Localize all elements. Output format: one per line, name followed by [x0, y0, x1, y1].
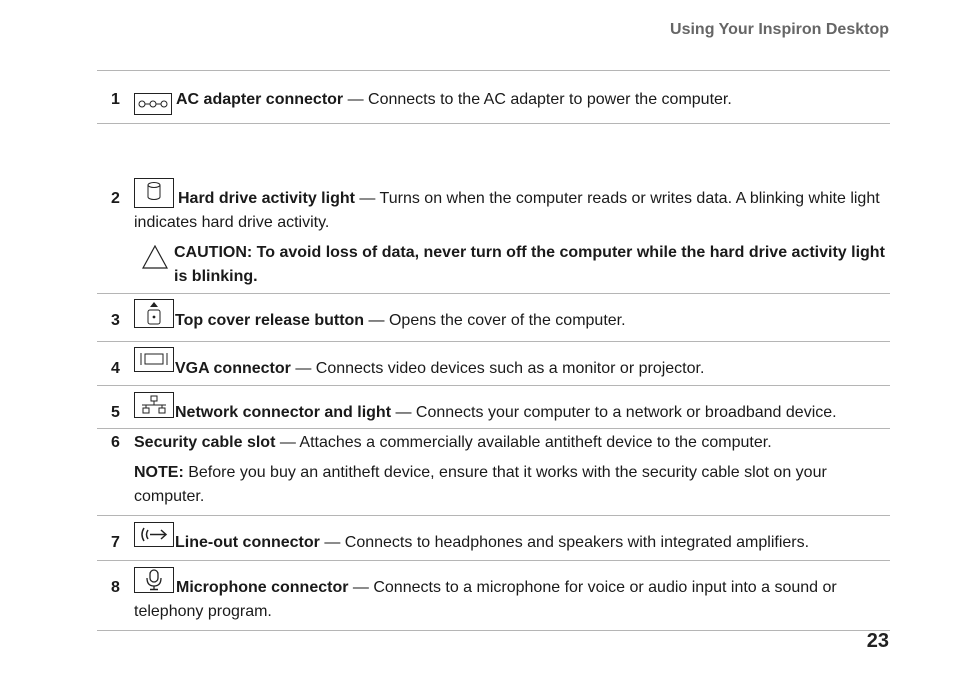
- item-title: Hard drive activity light: [178, 190, 355, 207]
- item-description: Connects video devices such as a monitor or projector.: [315, 360, 705, 377]
- connector-list: [97, 70, 890, 631]
- item-title: Security cable slot: [134, 434, 276, 451]
- microphone-icon: [134, 567, 174, 593]
- list-item: 7 Line-out connector — Connects to headphones and speakers with integrated amplifiers.: [97, 515, 890, 560]
- list-item: 8 Microphone connector — Connects to a microphone for voice or audio input into a sound or telephony program.: [97, 560, 890, 631]
- item-title: Top cover release button: [175, 312, 365, 329]
- list-item: 1 AC adapter connector — Connects to the AC adapter to power the computer.: [97, 70, 890, 123]
- note: [134, 461, 890, 509]
- item-description: Opens the cover of the computer.: [388, 312, 626, 329]
- item-title: VGA connector: [175, 360, 291, 377]
- running-header: Using Your Inspiron Desktop: [670, 21, 889, 38]
- list-item: 6 Security cable slot — Attaches a commercially available antitheft device to the computer. NOTE: Before you buy an antitheft device, ensure that it works with the security cable slot on your computer.: [97, 428, 890, 515]
- line-out-icon: [134, 522, 174, 547]
- note-text: Before you buy an antitheft device, ensure that it works with the security cable slot on your computer.: [134, 464, 827, 505]
- network-icon: [134, 392, 174, 418]
- item-description: Turns on when the computer reads or writes data. A blinking white light indicates hard drive activity.: [134, 190, 880, 231]
- note-label: NOTE:: [134, 464, 184, 481]
- page-number: 23: [866, 630, 889, 652]
- list-item: 4 VGA connector — Connects video devices such as a monitor or projector.: [97, 341, 890, 385]
- caution-note: [136, 241, 890, 289]
- item-description: Connects to the AC adapter to power the computer.: [368, 91, 732, 108]
- item-description: Connects to headphones and speakers with integrated amplifiers.: [344, 534, 810, 551]
- item-description: Connects your computer to a network or broadband device.: [415, 404, 837, 421]
- caution-icon: [142, 245, 168, 269]
- item-number: 3: [111, 312, 120, 329]
- list-item: 2 Hard drive activity light — Turns on when the computer reads or writes data. A blinking white light indicates hard drive activity. CAUTION: To avoid loss of data, never turn off the computer while the hard drive activity light is blinking.: [97, 123, 890, 293]
- item-number: 8: [111, 579, 120, 596]
- item-number: 6: [111, 434, 120, 451]
- cover-release-icon: [134, 299, 174, 328]
- list-item: 3 Top cover release button — Opens the cover of the computer.: [97, 293, 890, 341]
- item-title: Line-out connector: [175, 534, 320, 551]
- hard-drive-icon: [134, 178, 174, 208]
- item-title: Network connector and light: [175, 404, 392, 421]
- item-number: 1: [111, 91, 120, 108]
- item-number: 2: [111, 190, 120, 207]
- item-title: Microphone connector: [176, 579, 349, 596]
- list-item: 5 Network connector and light — Connects your computer to a network or broadband device.: [97, 385, 890, 428]
- item-description: Connects to a microphone for voice or audio input into a sound or telephony program.: [134, 579, 837, 620]
- caution-text: CAUTION: To avoid loss of data, never turn off the computer while the hard drive activity light is blinking.: [174, 244, 885, 285]
- item-number: 5: [111, 404, 120, 421]
- item-title: AC adapter connector: [176, 91, 344, 108]
- ac-adapter-icon: [134, 93, 172, 115]
- item-number: 4: [111, 360, 120, 377]
- vga-icon: [134, 347, 174, 372]
- item-description: Attaches a commercially available antitheft device to the computer.: [299, 434, 772, 451]
- item-number: 7: [111, 534, 120, 551]
